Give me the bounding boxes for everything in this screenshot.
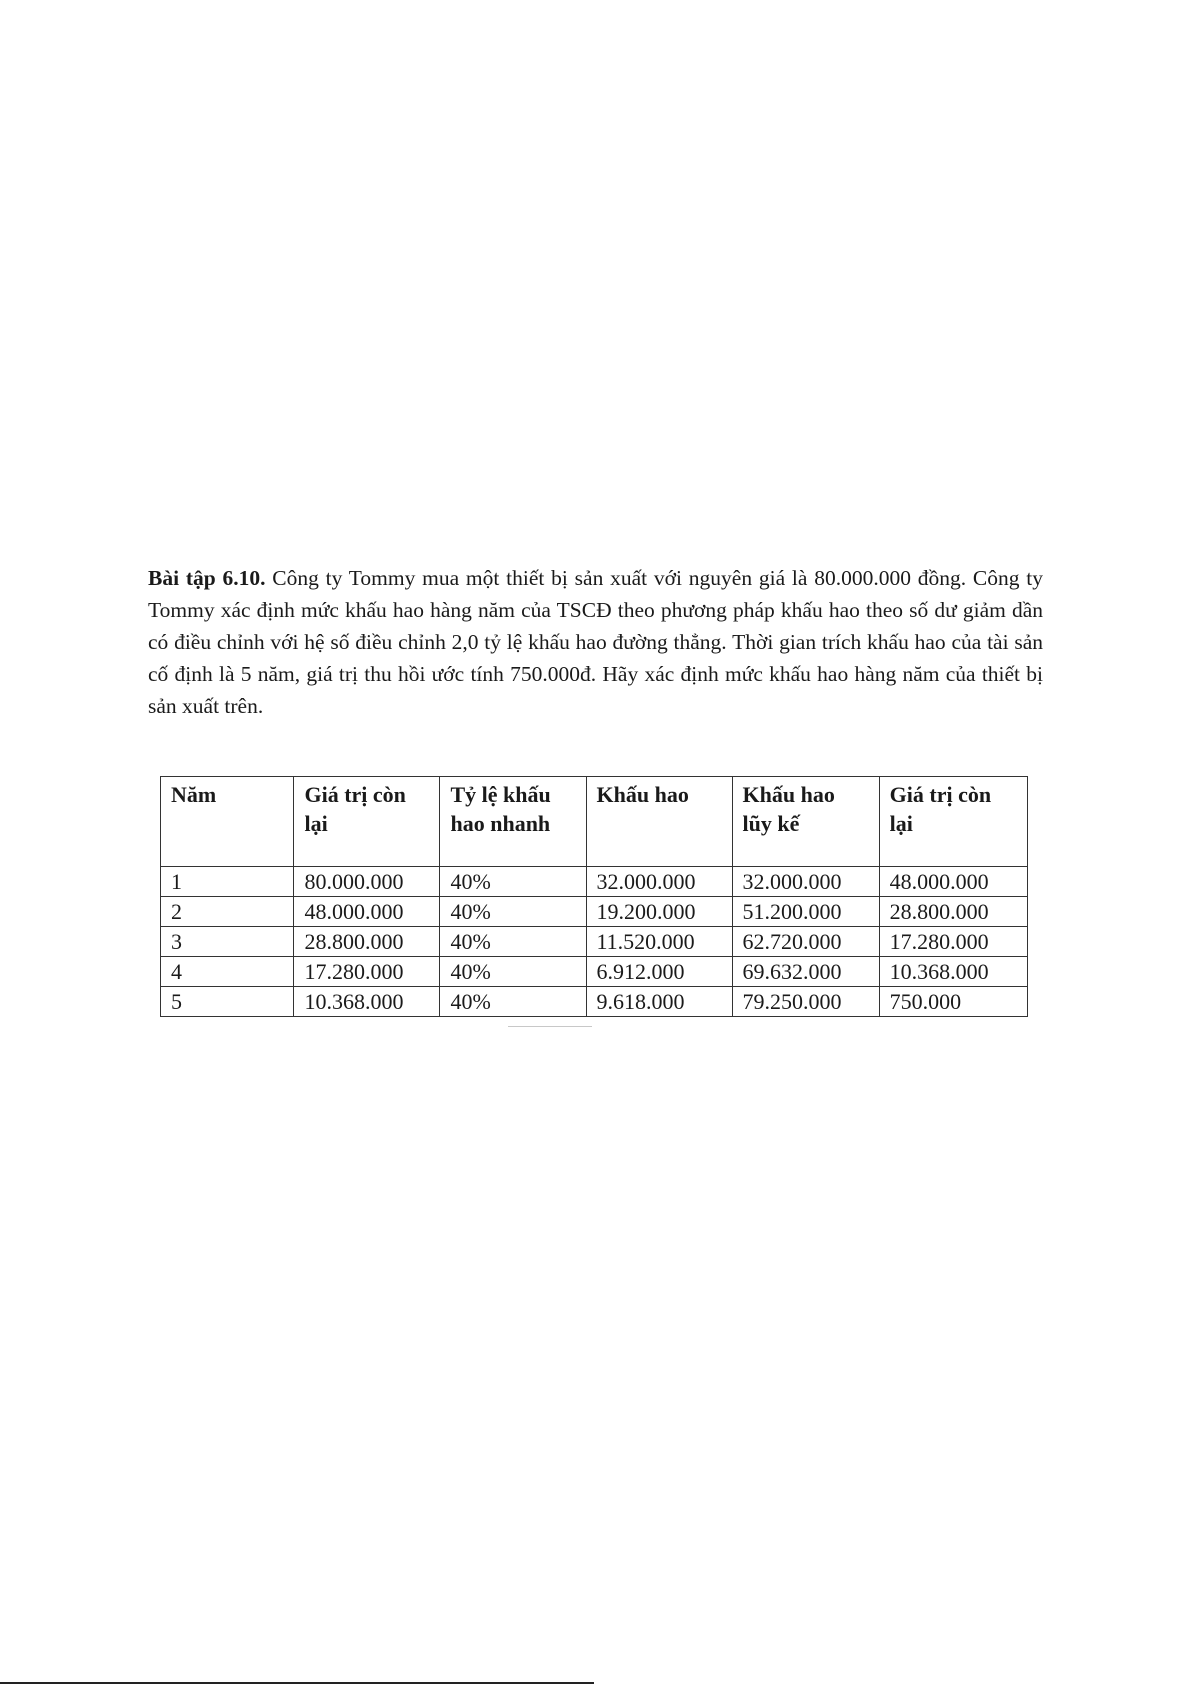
cell-year: 3 xyxy=(161,927,294,957)
cell-depreciation: 11.520.000 xyxy=(586,927,732,957)
cell-remaining-value-end: 17.280.000 xyxy=(879,927,1027,957)
cell-rate: 40% xyxy=(440,867,586,897)
cell-accumulated: 79.250.000 xyxy=(732,987,879,1017)
cell-year: 1 xyxy=(161,867,294,897)
cell-remaining-value-start: 80.000.000 xyxy=(294,867,440,897)
problem-title: Bài tập 6.10. xyxy=(148,566,266,590)
table-row xyxy=(161,867,1028,897)
depreciation-table xyxy=(160,776,1028,1017)
problem-paragraph xyxy=(148,562,1043,722)
cell-remaining-value-end: 750.000 xyxy=(879,987,1027,1017)
header-accumulated-depreciation: Khấu hao lũy kế xyxy=(732,777,879,867)
cell-remaining-value-start: 48.000.000 xyxy=(294,897,440,927)
cell-rate: 40% xyxy=(440,897,586,927)
decorative-line xyxy=(508,1026,592,1027)
problem-statement xyxy=(148,562,1043,722)
table-row xyxy=(161,897,1028,927)
cell-remaining-value-start: 28.800.000 xyxy=(294,927,440,957)
header-remaining-value-start: Giá trị còn lại xyxy=(294,777,440,867)
cell-accumulated: 69.632.000 xyxy=(732,957,879,987)
cell-depreciation: 6.912.000 xyxy=(586,957,732,987)
cell-remaining-value-end: 48.000.000 xyxy=(879,867,1027,897)
table-row xyxy=(161,987,1028,1017)
header-depreciation: Khấu hao xyxy=(586,777,732,867)
header-year: Năm xyxy=(161,777,294,867)
cell-remaining-value-end: 10.368.000 xyxy=(879,957,1027,987)
cell-remaining-value-start: 10.368.000 xyxy=(294,987,440,1017)
cell-remaining-value-start: 17.280.000 xyxy=(294,957,440,987)
header-remaining-value-end: Giá trị còn lại xyxy=(879,777,1027,867)
problem-text: Công ty Tommy mua một thiết bị sản xuất với nguyên giá là 80.000.000 đồng. Công ty Tommy xác định mức khấu hao hàng năm của TSCĐ theo phương pháp khấu hao theo số dư giảm dần có điều chỉnh với hệ số điều chỉnh 2,0 tỷ lệ khấu hao đường thẳng. Thời gian trích khấu hao của tài sản cố định là 5 năm, giá trị thu hồi ước tính 750.000đ. Hãy xác định mức khấu hao hàng năm của thiết bị sản xuất trên. xyxy=(148,566,1043,718)
cell-depreciation: 19.200.000 xyxy=(586,897,732,927)
cell-accumulated: 51.200.000 xyxy=(732,897,879,927)
cell-year: 5 xyxy=(161,987,294,1017)
cell-year: 4 xyxy=(161,957,294,987)
cell-rate: 40% xyxy=(440,957,586,987)
table-header-row xyxy=(161,777,1028,867)
footnote-separator xyxy=(0,1682,594,1684)
cell-year: 2 xyxy=(161,897,294,927)
table-row xyxy=(161,927,1028,957)
header-accelerated-rate: Tỷ lệ khấu hao nhanh xyxy=(440,777,586,867)
table-row xyxy=(161,957,1028,987)
cell-depreciation: 32.000.000 xyxy=(586,867,732,897)
cell-accumulated: 32.000.000 xyxy=(732,867,879,897)
cell-rate: 40% xyxy=(440,987,586,1017)
cell-depreciation: 9.618.000 xyxy=(586,987,732,1017)
cell-rate: 40% xyxy=(440,927,586,957)
cell-accumulated: 62.720.000 xyxy=(732,927,879,957)
cell-remaining-value-end: 28.800.000 xyxy=(879,897,1027,927)
